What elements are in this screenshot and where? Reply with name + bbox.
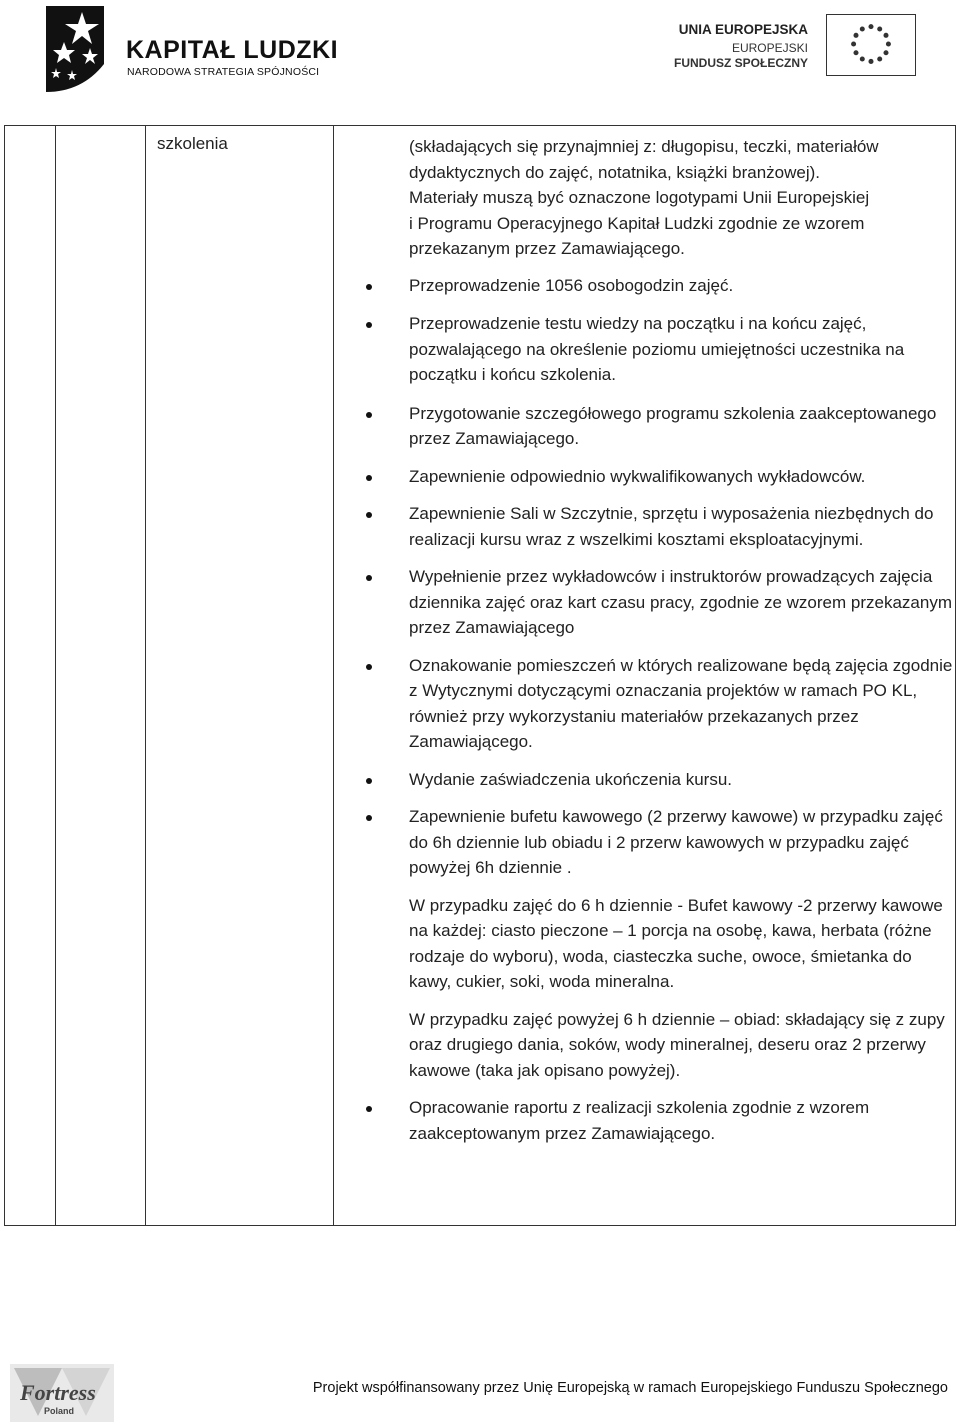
catering-paragraph: W przypadku zajęć do 6 h dziennie - Bufet kawowy -2 przerwy kawowe na każdej: ciasto pieczone – 1 porcja na osobę, kawa, herbata (różne rodzaje do wyboru), woda, ciasteczka suche, owoce, śmietanka do kawy, cukier, soki, woda mineralna. bbox=[409, 895, 943, 991]
bullet-icon bbox=[366, 322, 372, 328]
content-table bbox=[4, 125, 956, 1226]
lunch-paragraph: W przypadku zajęć powyżej 6 h dziennie – obiad: składający się z zupy oraz drugiego dania, soków, wody mineralnej, deseru oraz 2 przerwy kawowe (taka jak opisano powyżej). bbox=[409, 1009, 945, 1080]
continuation-line: dydaktycznych do zajęć, notatnika, książki branżowej). bbox=[409, 162, 821, 182]
continuation-line: przekazanym przez Zamawiającego. bbox=[409, 239, 685, 258]
list-item: Zapewnienie Sali w Szczytnie, sprzętu i wyposażenia niezbędnych do realizacji kursu wraz z wszelkimi kosztami eksploatacyjnymi. bbox=[409, 501, 954, 552]
continuation-text bbox=[409, 134, 954, 262]
bullet-icon bbox=[366, 664, 372, 670]
eu-subtitle-2: FUNDUSZ SPOŁECZNY bbox=[673, 56, 808, 70]
bullet-icon bbox=[366, 575, 372, 581]
list-item: Oznakowanie pomieszczeń w których realizowane będą zajęcia zgodnie z Wytycznymi dotyczącymi oznaczania projektów w ramach PO KL, również przy wykorzystaniu materiałów przekazanych przez Zamawiającego. bbox=[409, 653, 954, 755]
continuation-line: Materiały muszą być oznaczone logotypami Unii Europejskiej bbox=[409, 188, 870, 207]
bullet-icon bbox=[366, 284, 372, 290]
list-item: Przeprowadzenie 1056 osobogodzin zajęć. bbox=[409, 273, 954, 299]
list-item: Zapewnienie bufetu kawowego (2 przerwy kawowe) w przypadku zajęć do 6h dziennie lub obiadu i 2 przerw kawowych w przypadku zajęć powyżej 6h dziennie . bbox=[409, 804, 954, 881]
list-item: Wydanie zaświadczenia ukończenia kursu. bbox=[409, 767, 954, 793]
bullet-icon bbox=[366, 815, 372, 821]
kapital-ludzki-subtitle: NARODOWA STRATEGIA SPÓJNOŚCI bbox=[127, 66, 320, 78]
continuation-line: (składających się przynajmniej z: długopisu, teczki, materiałów bbox=[409, 137, 879, 156]
bullet-icon bbox=[366, 412, 372, 418]
kapital-ludzki-emblem-icon bbox=[42, 4, 108, 94]
svg-text:Poland: Poland bbox=[44, 1406, 75, 1416]
kapital-ludzki-title: KAPITAŁ LUDZKI bbox=[126, 36, 339, 64]
row-label: szkolenia bbox=[157, 134, 228, 153]
kapital-ludzki-logo bbox=[42, 4, 339, 94]
footer-text: Projekt współfinansowany przez Unię Europejską w ramach Europejskiego Funduszu Społecznego bbox=[312, 1380, 948, 1396]
bullet-icon bbox=[366, 475, 372, 481]
list-item: Wypełnienie przez wykładowców i instruktorów prowadzących zajęcia dziennika zajęć oraz kart czasu pracy, zgodnie ze wzorem przekazanym przez Zamawiającego bbox=[409, 564, 954, 641]
column-divider bbox=[55, 126, 56, 1225]
eu-flag-icon bbox=[826, 14, 916, 76]
fortress-emblem-icon bbox=[10, 1364, 114, 1422]
column-divider bbox=[145, 126, 146, 1225]
list-item: Zapewnienie odpowiednio wykwalifikowanych wykładowców. bbox=[409, 464, 954, 490]
eu-title: UNIA EUROPEJSKA bbox=[678, 22, 808, 37]
requirements-cell bbox=[409, 134, 954, 1146]
eu-logo bbox=[673, 14, 916, 84]
column-divider bbox=[333, 126, 334, 1225]
svg-text:Fortress: Fortress bbox=[20, 1380, 96, 1405]
bullet-icon bbox=[366, 512, 372, 518]
bullet-icon bbox=[366, 1106, 372, 1112]
list-item: Opracowanie raportu z realizacji szkolenia zgodnie z wzorem zaakceptowanym przez Zamawiającego. bbox=[409, 1095, 954, 1146]
bullet-icon bbox=[366, 778, 372, 784]
list-item: Przygotowanie szczegółowego programu szkolenia zaakceptowanego przez Zamawiającego. bbox=[409, 401, 954, 452]
list-item: Przeprowadzenie testu wiedzy na początku i na końcu zajęć, pozwalającego na określenie poziomu umiejętności uczestnika na początku i końcu szkolenia. bbox=[409, 311, 954, 388]
eu-subtitle-1: EUROPEJSKI bbox=[731, 41, 808, 55]
continuation-line: i Programu Operacyjnego Kapitał Ludzki zgodnie ze wzorem bbox=[409, 213, 865, 233]
fortress-logo bbox=[10, 1364, 114, 1422]
